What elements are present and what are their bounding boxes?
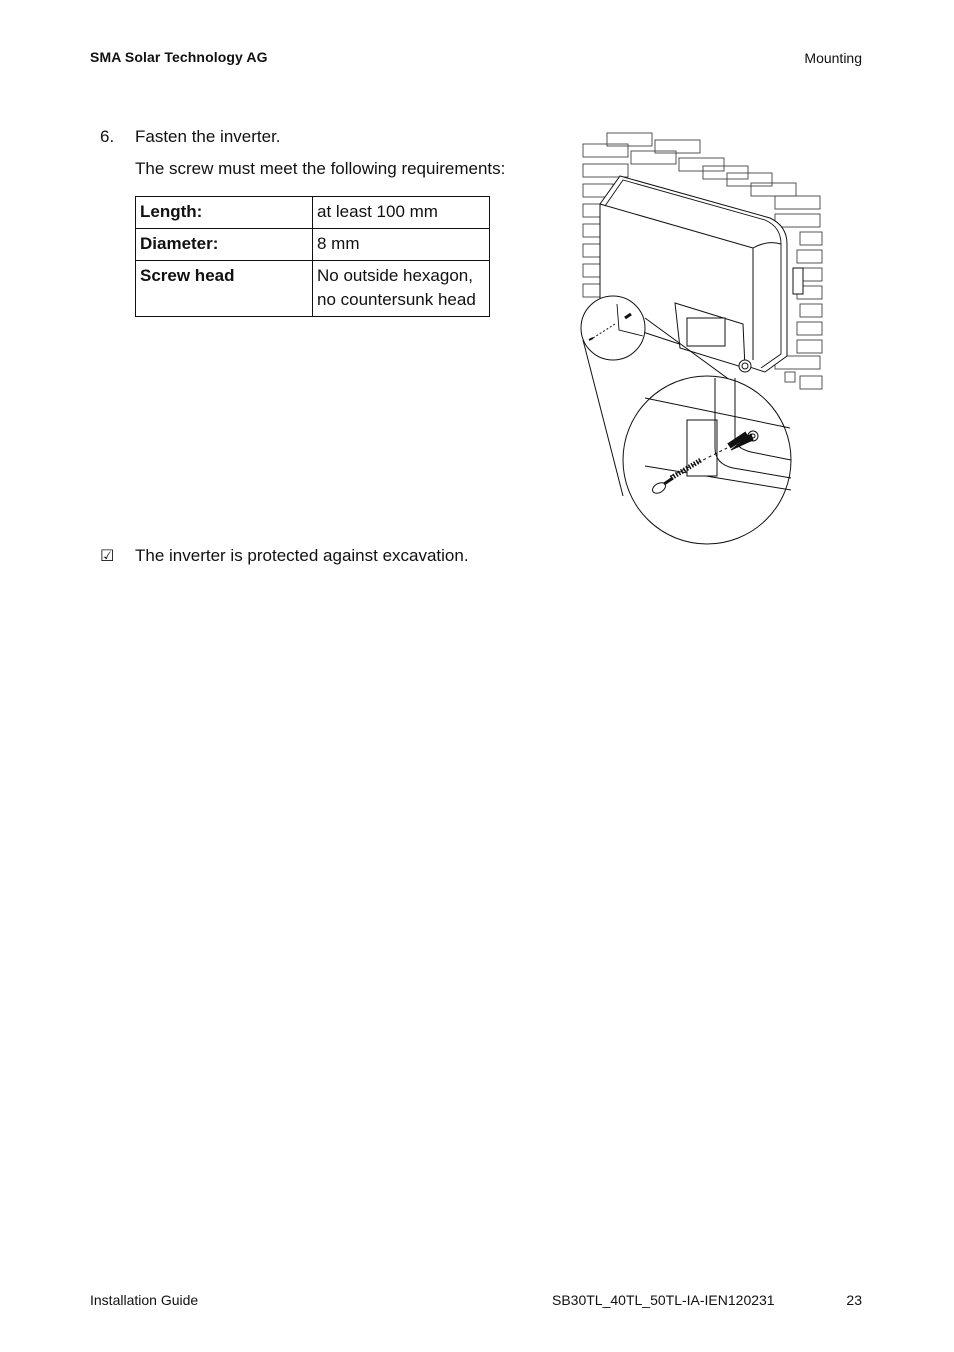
spec-value: No outside hexagon, no countersunk head bbox=[313, 261, 490, 317]
table-row bbox=[136, 261, 490, 317]
page-number: 23 bbox=[846, 1292, 862, 1308]
table-row bbox=[136, 229, 490, 261]
header-company: SMA Solar Technology AG bbox=[90, 49, 268, 65]
spec-value: at least 100 mm bbox=[313, 197, 490, 229]
spec-label: Diameter: bbox=[136, 229, 313, 261]
step-number: 6. bbox=[100, 127, 115, 146]
footer-doc-code: SB30TL_40TL_50TL-IA-IEN120231 bbox=[552, 1292, 775, 1308]
step-text: Fasten the inverter. bbox=[135, 127, 281, 146]
inverter-mounting-illustration bbox=[575, 128, 835, 548]
step-6 bbox=[100, 127, 281, 147]
detail-circle-small bbox=[581, 296, 645, 360]
screw-spec-table bbox=[135, 196, 490, 317]
footer-doc-type: Installation Guide bbox=[90, 1292, 199, 1308]
spec-label: Screw head bbox=[136, 261, 313, 317]
result-text: The inverter is protected against excavation. bbox=[135, 546, 469, 565]
spec-label: Length: bbox=[136, 197, 313, 229]
requirements-intro: The screw must meet the following requirements: bbox=[135, 159, 506, 178]
table-row bbox=[136, 197, 490, 229]
header-section: Mounting bbox=[804, 50, 862, 66]
result-line bbox=[100, 546, 469, 566]
spec-value: 8 mm bbox=[313, 229, 490, 261]
checkbox-checked-icon: ☑ bbox=[100, 546, 115, 565]
detail-circle-large bbox=[623, 376, 791, 544]
